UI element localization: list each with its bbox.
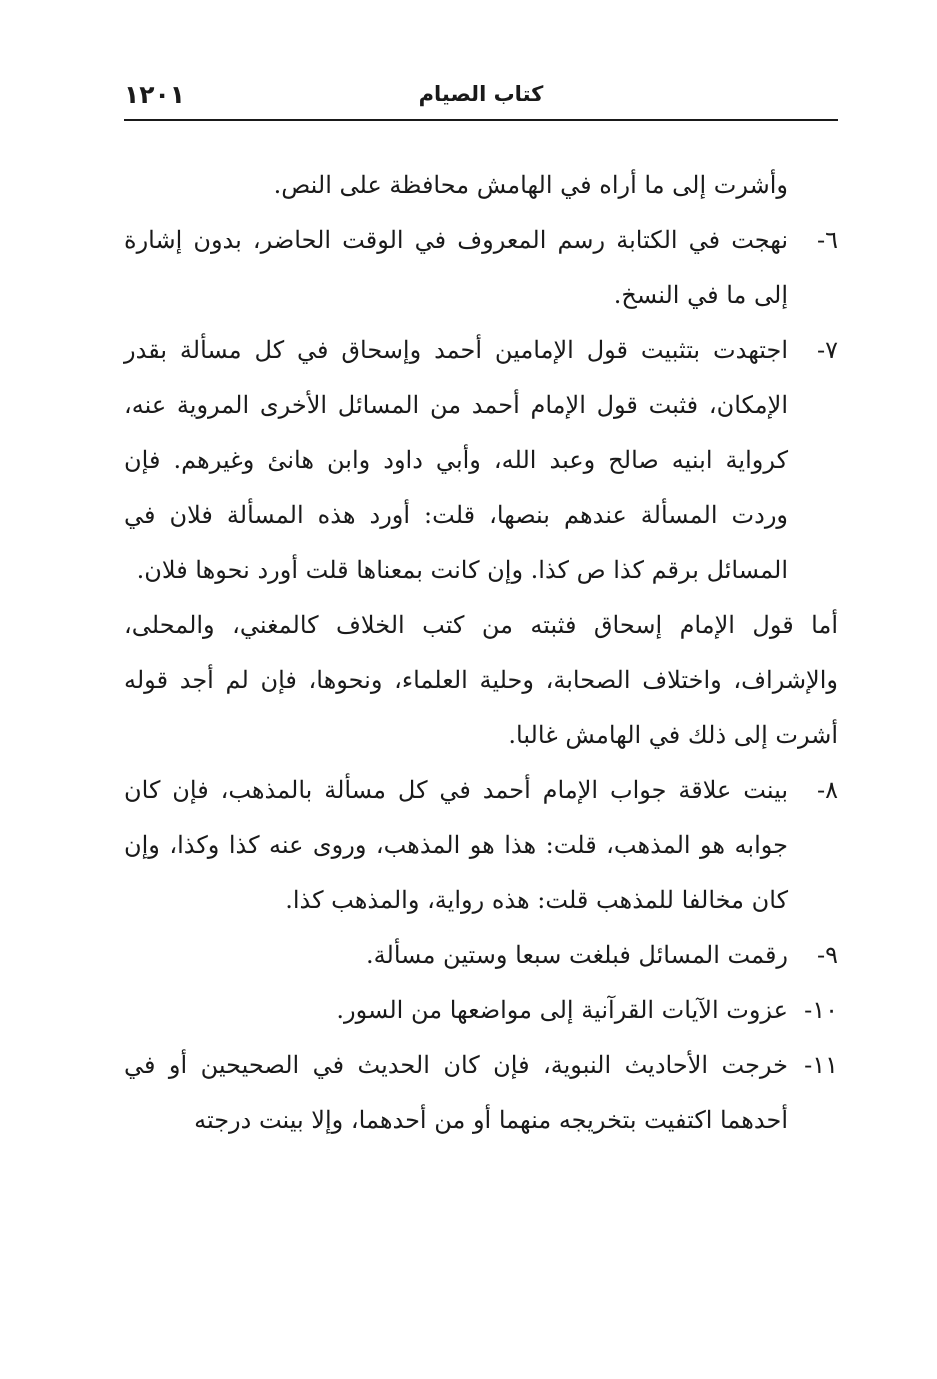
item-text: عزوت الآيات القرآنية إلى مواضعها من السور. [336, 996, 788, 1024]
item-number: ٨- [817, 776, 838, 804]
page-number: ١٢٠١ [124, 80, 186, 109]
item-number: ٦- [817, 226, 838, 254]
list-item [124, 763, 838, 928]
item-text: خرجت الأحاديث النبوية، فإن كان الحديث في الصحيحين أو في أحدهما اكتفيت بتخريجه منهما أو من أحدهما، وإلا بينت درجته [124, 1051, 788, 1134]
item-number: ١١- [804, 1051, 838, 1079]
page-header [124, 76, 838, 112]
item-number: ١٠- [804, 996, 838, 1024]
item-text: بينت علاقة جواب الإمام أحمد في كل مسألة بالمذهب، فإن كان جوابه هو المذهب، قلت: هذا هو المذهب، وروى عنه كذا وكذا، وإن كان مخالفا للمذهب قلت: هذه رواية، والمذهب كذا. [124, 776, 788, 914]
item-number: ٩- [817, 941, 838, 969]
running-title: كتاب الصيام [418, 82, 544, 106]
list-item [124, 983, 838, 1038]
page-body [124, 158, 838, 1148]
item-text: اجتهدت بتثبيت قول الإمامين أحمد وإسحاق في كل مسألة بقدر الإمكان، فثبت قول الإمام أحمد من المسائل الأخرى المروية عنه، كرواية ابنيه صالح وعبد الله، وأبي داود وابن هانئ وغيرهم. فإن وردت المسألة عندهم بنصها، قلت: أورد هذه المسألة فلان في المسائل برقم كذا ص كذا. وإن كانت بمعناها قلت أورد نحوها فلان. [124, 336, 789, 584]
list-item [124, 1038, 838, 1148]
intro-line: وأشرت إلى ما أراه في الهامش محافظة على النص. [273, 171, 788, 199]
paragraph: أما قول الإمام إسحاق فثبته من كتب الخلاف كالمغني، والمحلى، والإشراف، واختلاف الصحابة، وحلية العلماء، ونحوها، فإن لم أجد قوله أشرت إلى ذلك في الهامش غالبا. [124, 611, 838, 749]
item-number: ٧- [817, 336, 838, 364]
list-item [124, 213, 838, 323]
header-rule [124, 119, 838, 121]
list-item [124, 928, 838, 983]
list-item [124, 323, 838, 598]
item-text: نهجت في الكتابة رسم المعروف في الوقت الحاضر، بدون إشارة إلى ما في النسخ. [124, 226, 788, 309]
item-text: رقمت المسائل فبلغت سبعا وستين مسألة. [366, 941, 788, 969]
